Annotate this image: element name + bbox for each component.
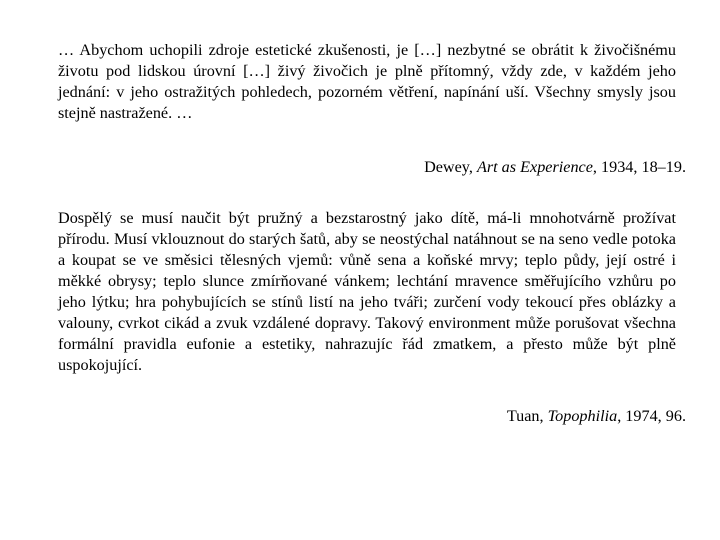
- dewey-citation: [58, 157, 686, 178]
- dewey-citation-details: , 1934, 18–19.: [592, 158, 686, 176]
- tuan-quote: Dospělý se musí naučit být pružný a bezstarostný jako dítě, má-li mnohotvárně prožívat přírodu. Musí vklouznout do starých šatů, aby se neostýchal natáhnout se na seno vedle potoka a koupat se ve směsici tělesných vjemů: vůně sena a koňské mrvy; teplo půdy, její ostré i měkké obrysy; teplo slunce zmírňované vánkem; lechtání mravence směřujícího vzhůru po jeho lýtku; hra pohybujících se stínů listí na jeho tváři; zurčení vody tekoucí přes oblázky a valouny, cvrkot cikád a zvuk vzdálené dopravy. Takový environment může porušovat všechna formální pravidla eufonie a estetiky, nahrazujíc řád zmatkem, a přesto může být plně uspokojující.: [58, 209, 676, 374]
- document-page: [58, 40, 686, 427]
- tuan-citation-author: Tuan,: [506, 407, 548, 425]
- dewey-citation-author: Dewey,: [424, 158, 477, 176]
- tuan-citation-title: Topophilia: [547, 407, 618, 425]
- tuan-citation-details: , 1974, 96.: [617, 407, 686, 425]
- dewey-citation-title: Art as Experience: [476, 158, 593, 176]
- tuan-citation: [58, 406, 686, 427]
- dewey-quote: … Abychom uchopili zdroje estetické zkušenosti, je […] nezbytné se obrátit k živočišnému životu pod lidskou úrovní […] živý živočich je plně přítomný, vždy zde, v každém jeho jednání: v jeho ostražitých pohledech, pozorném větření, napínání uší. Všechny smysly jsou stejně nastražené. …: [58, 41, 676, 122]
